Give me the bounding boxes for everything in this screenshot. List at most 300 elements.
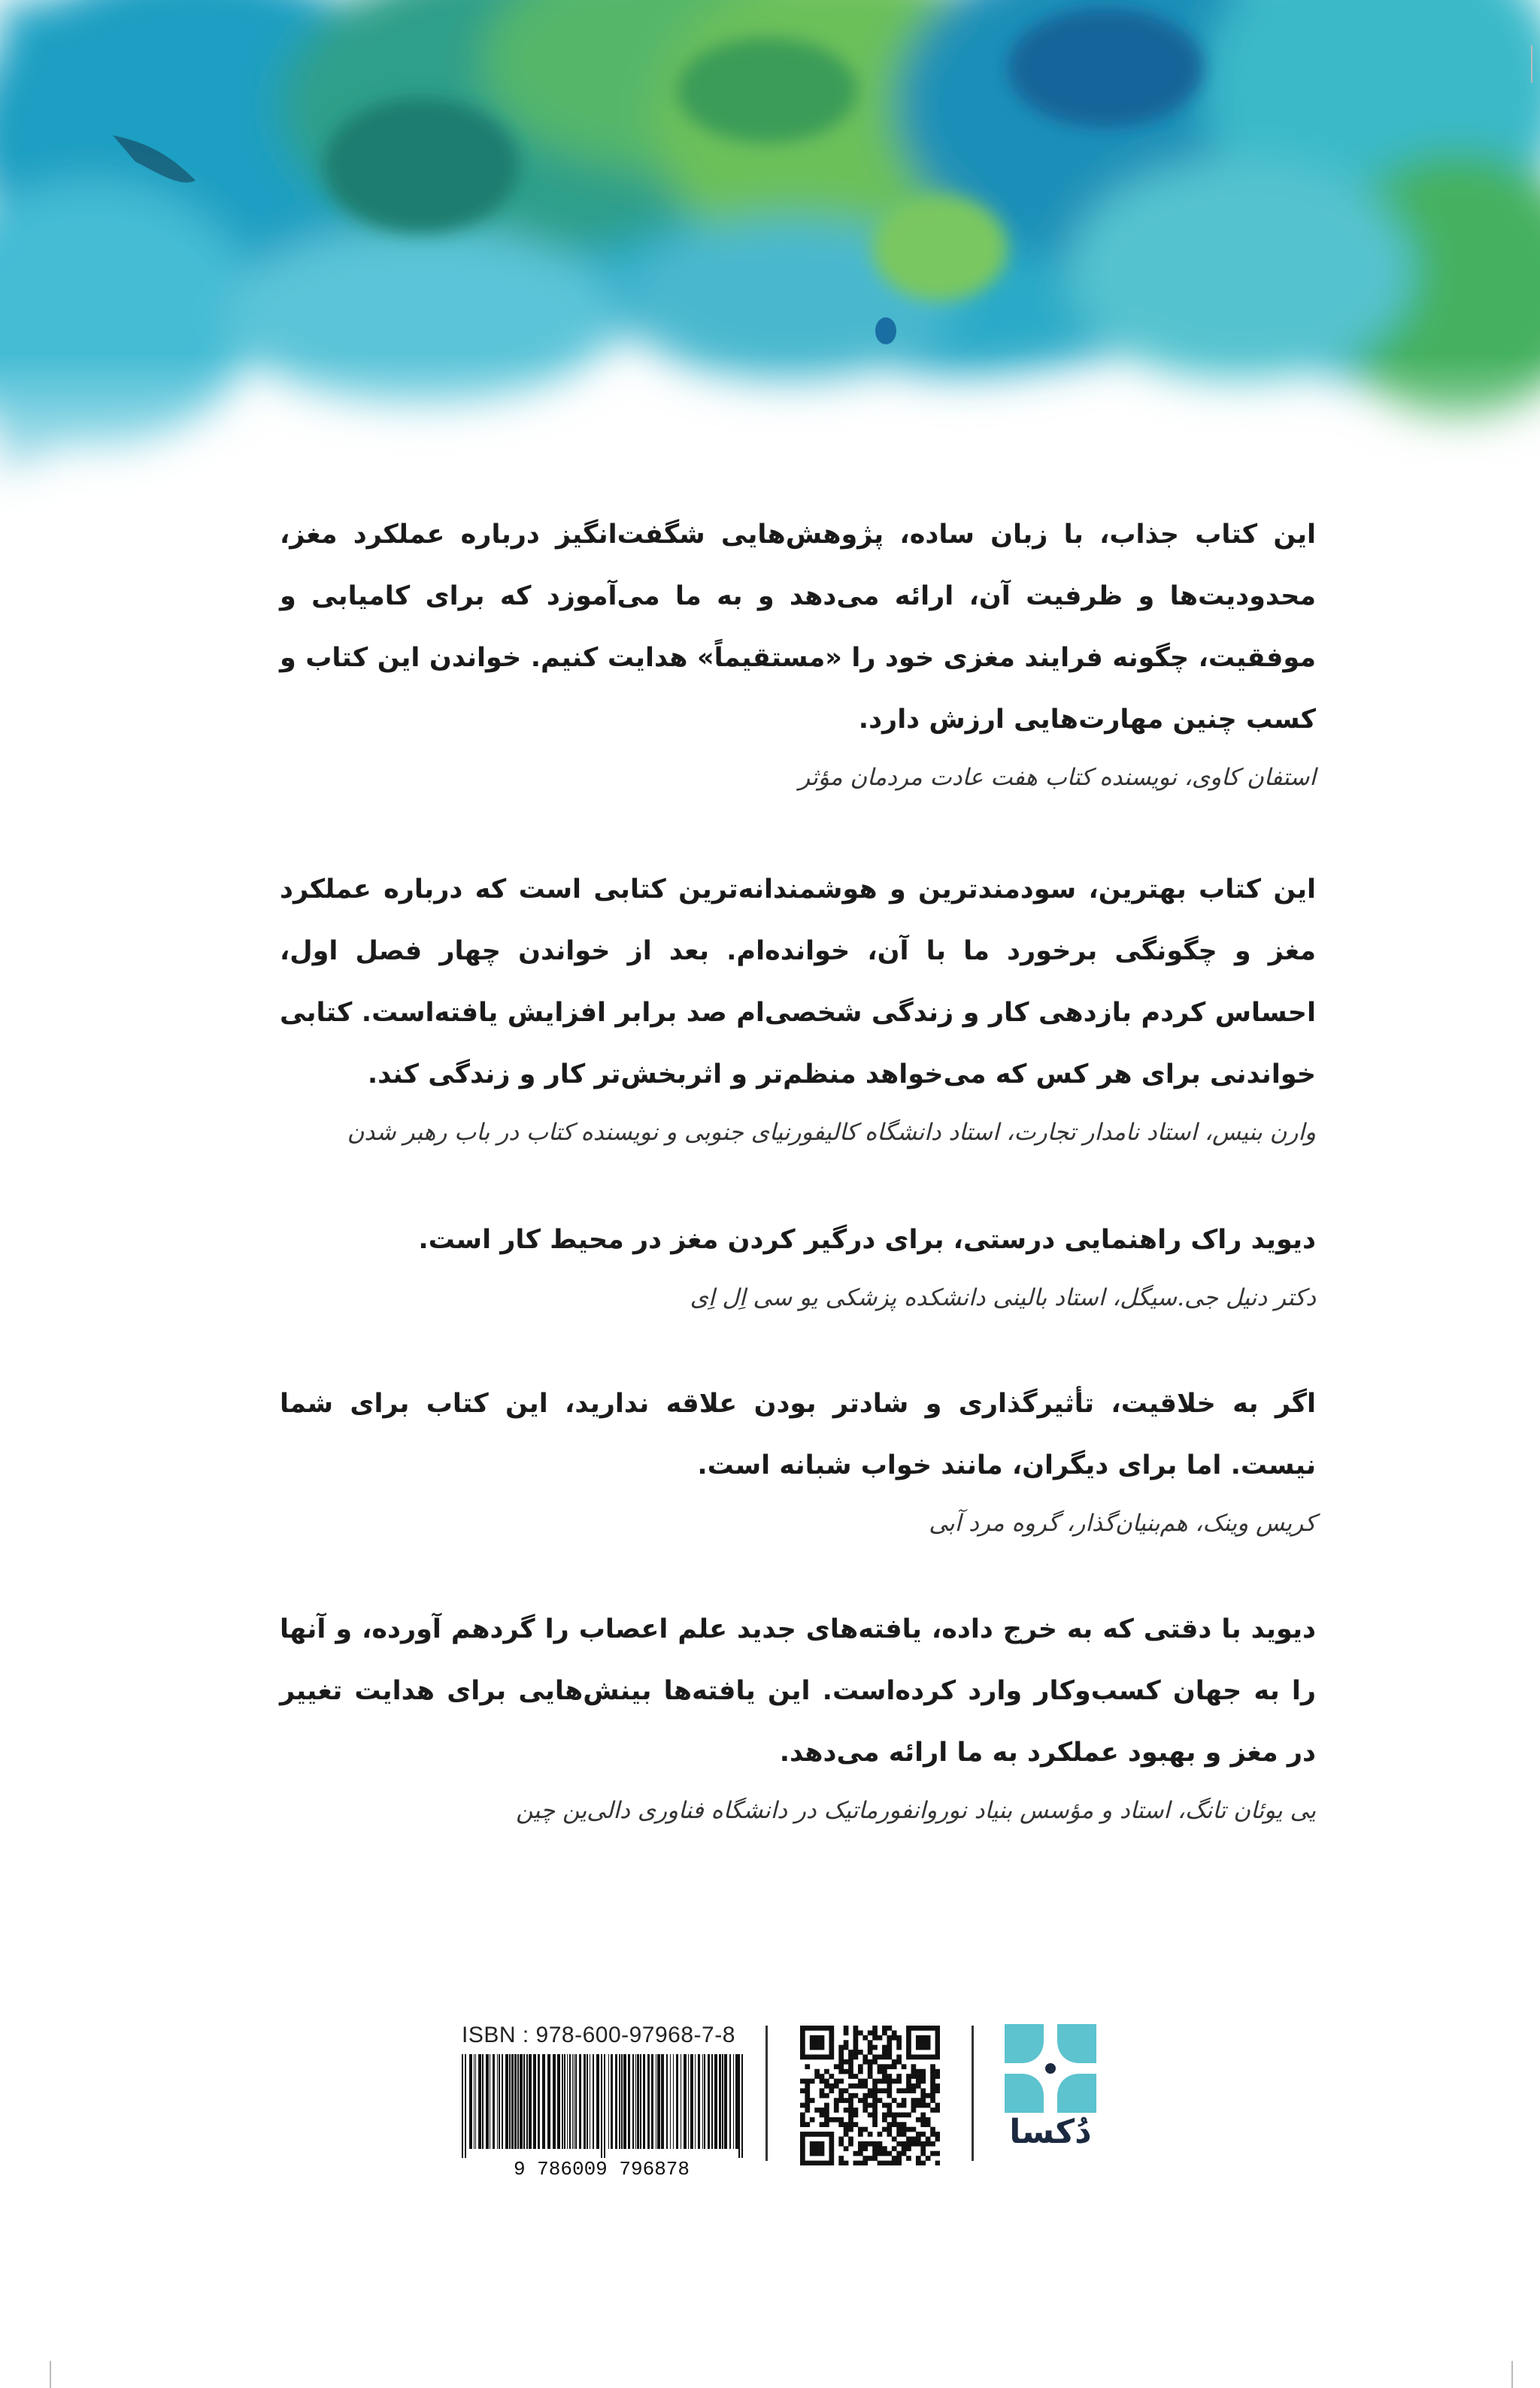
qr-module [848,2059,853,2065]
qr-module [882,2074,887,2079]
qr-module [911,2137,917,2142]
crop-mark [50,2361,51,2388]
qr-module [882,2030,887,2035]
qr-module [906,2127,911,2132]
qr-module [911,2127,917,2132]
qr-module [882,2054,887,2059]
qr-module [930,2079,935,2084]
qr-module [853,2030,859,2035]
qr-module [930,2064,935,2069]
qr-module [848,2064,853,2069]
qr-module [935,2054,940,2059]
qr-module [858,2064,863,2069]
qr-module [926,2045,931,2050]
qr-module [906,2054,911,2059]
barcode-bar [688,2054,689,2149]
qr-module [926,2026,931,2031]
qr-module [838,2161,844,2165]
endorsement-quote [280,1599,1316,1838]
qr-module [805,2079,810,2084]
qr-module [896,2127,902,2132]
qr-module [926,2040,931,2045]
barcode-bar [493,2054,495,2149]
qr-module [838,2098,844,2103]
qr-module [853,2050,859,2055]
qr-module [868,2141,873,2147]
qr-module [858,2030,863,2035]
qr-module [916,2161,921,2165]
barcode-bar [575,2054,577,2149]
qr-module [896,2156,902,2161]
qr-module [805,2098,810,2103]
qr-module [853,2054,859,2059]
qr-module [800,2054,805,2059]
publisher-logo-icon [1005,2024,1096,2113]
qr-module [800,2132,805,2137]
quote-text: دیوید با دقتی که به خرج داده، یافته‌های جدید علم اعصاب را گردهم آورده، و آنها را به جهان کسب‌وکار وارد کرده‌است. این یافته‌ها بینش‌هایی برای هدایت تغییر در مغز و بهبود عملکرد به ما ارائه می‌دهد. [280,1614,1316,1768]
qr-module [848,2122,853,2127]
qr-module [872,2030,878,2035]
qr-module [930,2151,935,2156]
qr-module [814,2161,820,2165]
qr-module [887,2064,892,2069]
qr-module [805,2064,810,2069]
qr-module [814,2132,820,2137]
qr-module [892,2059,897,2065]
qr-module [848,2083,853,2089]
qr-module [935,2026,940,2031]
barcode-bar [596,2054,599,2149]
isbn-barcode [444,2051,759,2179]
quote-author: کریس وینک، هم‌بنیان‌گذار، گروه مرد آبی [929,1510,1316,1537]
qr-module [829,2035,834,2041]
barcode-bar [547,2054,550,2149]
qr-module [882,2117,887,2123]
qr-module [814,2045,820,2050]
qr-module [872,2156,878,2161]
qr-module [824,2161,829,2165]
qr-module [872,2151,878,2156]
qr-module [896,2103,902,2108]
qr-module [926,2156,931,2161]
qr-module [853,2083,859,2089]
quote-text: این کتاب جذاب، با زبان ساده، پژوهش‌هایی شگفت‌انگیز درباره عملکرد مغز، محدودیت‌ها و ظرفیت آن، ارائه می‌دهد و به ما می‌آموزد که برای کامیابی و موفقیت، چگونه فرایند مغزی خود را «مستقیماً» هدایت کنیم. خواندن این کتاب و کسب چنین مهارت‌هایی ارزش دارد. [280,520,1316,735]
qr-module [853,2161,859,2165]
qr-module [878,2161,883,2165]
qr-module [858,2146,863,2151]
qr-module [820,2088,825,2093]
qr-module [829,2088,834,2093]
qr-module [868,2069,873,2074]
qr-module [896,2035,902,2041]
qr-module [916,2074,921,2079]
qr-module [810,2054,815,2059]
qr-module [829,2040,834,2045]
qr-module [800,2050,805,2055]
qr-module [916,2103,921,2108]
qr-module [848,2074,853,2079]
qr-module [916,2132,921,2137]
barcode-bar [666,2054,668,2149]
qr-module [892,2079,897,2084]
qr-module [853,2074,859,2079]
qr-module [829,2054,834,2059]
qr-module [906,2050,911,2055]
qr-module [878,2064,883,2069]
qr-module [906,2146,911,2151]
barcode-bar [533,2054,536,2149]
qr-module [878,2098,883,2103]
qr-module [838,2050,844,2055]
qr-module [920,2054,926,2059]
qr-module [800,2151,805,2156]
qr-module [930,2054,935,2059]
qr-module [896,2151,902,2156]
qr-module [892,2122,897,2127]
qr-module [887,2026,892,2031]
qr-module [935,2030,940,2035]
qr-module [902,2088,907,2093]
qr-module [926,2141,931,2147]
qr-module [916,2156,921,2161]
qr-module [896,2141,902,2147]
qr-module [892,2064,897,2069]
qr-module [916,2054,921,2059]
qr-module [935,2040,940,2045]
qr-module [872,2141,878,2147]
barcode-bar [719,2054,721,2149]
barcode-bar [632,2054,634,2149]
qr-module [872,2026,878,2031]
qr-module [896,2112,902,2117]
qr-module [887,2054,892,2059]
qr-module [810,2098,815,2103]
barcode-bar [564,2054,565,2149]
barcode-bar [475,2054,476,2149]
qr-module [882,2088,887,2093]
qr-module [868,2088,873,2093]
qr-module [906,2079,911,2084]
qr-module [820,2146,825,2151]
qr-module [824,2069,829,2074]
qr-module [810,2045,815,2050]
qr-module [862,2161,868,2165]
qr-module [887,2088,892,2093]
qr-module [920,2151,926,2156]
barcode-bar [502,2054,503,2149]
qr-module [810,2141,815,2147]
barcode-guard-bar [738,2054,740,2158]
qr-module [935,2137,940,2142]
qr-module [868,2156,873,2161]
qr-module [838,2141,844,2147]
qr-module [882,2050,887,2055]
qr-module [872,2112,878,2117]
qr-module [868,2132,873,2137]
qr-module [862,2079,868,2084]
qr-module [829,2074,834,2079]
qr-module [896,2132,902,2137]
qr-module [930,2132,935,2137]
qr-module [868,2112,873,2117]
qr-module [902,2064,907,2069]
qr-module [848,2050,853,2055]
barcode-bar [702,2054,703,2149]
qr-module [887,2074,892,2079]
qr-module [820,2132,825,2137]
qr-module [916,2069,921,2074]
qr-module [858,2151,863,2156]
qr-module [848,2103,853,2108]
qr-module [872,2093,878,2099]
barcode-guard-bar [465,2054,466,2158]
qr-module [935,2132,940,2137]
barcode-bar [684,2054,687,2149]
qr-module [920,2074,926,2079]
qr-module [824,2079,829,2084]
qr-module [810,2151,815,2156]
quote-text: اگر به خلاقیت، تأثیرگذاری و شادتر بودن علاقه ندارید، این کتاب برای شما نیست. اما برای دیگران، مانند خواب شبانه است. [280,1389,1316,1480]
qr-module [892,2030,897,2035]
qr-module [878,2088,883,2093]
qr-module [896,2079,902,2084]
qr-module [916,2045,921,2050]
qr-module [920,2122,926,2127]
qr-module [829,2146,834,2151]
qr-module [824,2054,829,2059]
qr-module [858,2127,863,2132]
qr-module [810,2117,815,2123]
endorsement-quote [280,1209,1316,1325]
qr-module [906,2137,911,2142]
qr-module [810,2146,815,2151]
qr-module [858,2083,863,2089]
isbn-label: ISBN : 978-600-97968-7-8 [462,2023,735,2047]
barcode-bar [499,2054,500,2149]
barcode-bar [676,2054,678,2149]
qr-module [848,2141,853,2147]
qr-module [896,2045,902,2050]
barcode-bar [647,2054,650,2149]
qr-module [872,2059,878,2065]
quote-author: یی یوئان تانگ، استاد و مؤسس بنیاد نوروانفورماتیک در دانشگاه فناوری دالی‌ین چین [516,1797,1316,1824]
qr-module [810,2161,815,2165]
qr-module [824,2112,829,2117]
qr-module [911,2083,917,2089]
barcode-bar [611,2054,613,2149]
qr-module [829,2026,834,2031]
qr-module [820,2026,825,2031]
barcode-guard-bar [462,2054,463,2158]
qr-module [844,2122,849,2127]
barcode-bar [567,2054,568,2149]
barcode-bar [587,2054,588,2149]
qr-module [887,2040,892,2045]
barcode-bar [523,2054,525,2149]
barcode-bar [729,2054,731,2149]
qr-module [916,2117,921,2123]
qr-module [862,2127,868,2132]
qr-module [872,2054,878,2059]
qr-module [887,2083,892,2089]
barcode-bar [497,2054,498,2149]
qr-module [858,2098,863,2103]
qr-module [838,2045,844,2050]
qr-module [906,2026,911,2031]
qr-module [868,2103,873,2108]
barcode-bar [619,2054,620,2149]
qr-module [868,2074,873,2079]
endorsement-quote [280,859,1316,1159]
qr-module [920,2040,926,2045]
watercolor-header-art [0,0,1540,541]
qr-module [926,2054,931,2059]
divider [765,2026,768,2161]
qr-module [824,2122,829,2127]
qr-module [829,2137,834,2142]
qr-module [882,2127,887,2132]
qr-module [935,2035,940,2041]
barcode-digits: 9 786009 796878 [513,2158,690,2179]
qr-module [800,2146,805,2151]
qr-module [824,2083,829,2089]
qr-module [838,2079,844,2084]
qr-module [930,2098,935,2103]
qr-module [853,2045,859,2050]
qr-module [882,2146,887,2151]
qr-module [800,2030,805,2035]
barcode-bar [615,2054,617,2149]
qr-module [887,2103,892,2108]
qr-module [838,2122,844,2127]
qr-module [906,2141,911,2147]
qr-module [920,2093,926,2099]
qr-module [805,2122,810,2127]
qr-module [834,2083,839,2089]
barcode-bar [553,2054,556,2149]
qr-module [868,2093,873,2099]
qr-module [820,2079,825,2084]
qr-module [862,2156,868,2161]
qr-module [862,2098,868,2103]
qr-module [926,2093,931,2099]
qr-module [814,2040,820,2045]
barcode-bar [505,2054,508,2149]
qr-module [902,2112,907,2117]
barcode-bar [722,2054,723,2149]
qr-module [872,2045,878,2050]
qr-module [926,2122,931,2127]
qr-module [800,2035,805,2041]
qr-module [887,2122,892,2127]
qr-module [862,2059,868,2065]
qr-module [810,2132,815,2137]
crop-mark [1531,45,1532,83]
qr-module [916,2040,921,2045]
qr-module [834,2117,839,2123]
qr-module [800,2112,805,2117]
qr-module [920,2069,926,2074]
qr-module [820,2112,825,2117]
qr-module [820,2122,825,2127]
qr-module [805,2088,810,2093]
barcode-bar [733,2054,734,2149]
qr-module [935,2074,940,2079]
qr-module [887,2112,892,2117]
qr-module [878,2054,883,2059]
barcode-bar [628,2054,630,2149]
barcode-bar [486,2054,489,2149]
qr-module [868,2059,873,2065]
barcode-bar [673,2054,674,2149]
qr-module [824,2108,829,2113]
qr-module [892,2137,897,2142]
qr-module [906,2045,911,2050]
qr-module [838,2054,844,2059]
qr-module [892,2161,897,2165]
barcode-bar [711,2054,713,2149]
qr-module [930,2074,935,2079]
qr-module [805,2026,810,2031]
qr-module [853,2108,859,2113]
qr-module [844,2098,849,2103]
qr-module [902,2122,907,2127]
qr-module [844,2059,849,2065]
qr-module [858,2161,863,2165]
qr-module [887,2093,892,2099]
qr-module [916,2098,921,2103]
qr-module [820,2141,825,2147]
qr-module [862,2083,868,2089]
qr-module [844,2040,849,2045]
qr-module [896,2040,902,2045]
qr-module [834,2079,839,2084]
qr-module [935,2108,940,2113]
qr-module [887,2108,892,2113]
quote-author: استفان کاوی، نویسنده کتاب هفت عادت مردمان مؤثر [799,764,1316,791]
qr-module [872,2122,878,2127]
qr-module [862,2141,868,2147]
barcode-bar [714,2054,717,2149]
qr-module [805,2161,810,2165]
barcode-bar [572,2054,573,2149]
qr-module [800,2141,805,2147]
qr-module [805,2108,810,2113]
qr-module [882,2112,887,2117]
qr-module [848,2112,853,2117]
qr-module [920,2035,926,2041]
qr-module [878,2079,883,2084]
qr-module [829,2030,834,2035]
qr-module [892,2112,897,2117]
qr-module [902,2127,907,2132]
qr-module [838,2064,844,2069]
qr-module [872,2083,878,2089]
qr-module [882,2064,887,2069]
barcode-bar [690,2054,693,2149]
barcode-bar [517,2054,519,2149]
qr-module [911,2054,917,2059]
qr-module [838,2088,844,2093]
qr-module [920,2026,926,2031]
qr-module [820,2151,825,2156]
qr-module [882,2161,887,2165]
qr-module [834,2108,839,2113]
qr-module [853,2026,859,2031]
qr-module [906,2040,911,2045]
barcode-guard-bar [741,2054,743,2158]
qr-module [935,2161,940,2165]
